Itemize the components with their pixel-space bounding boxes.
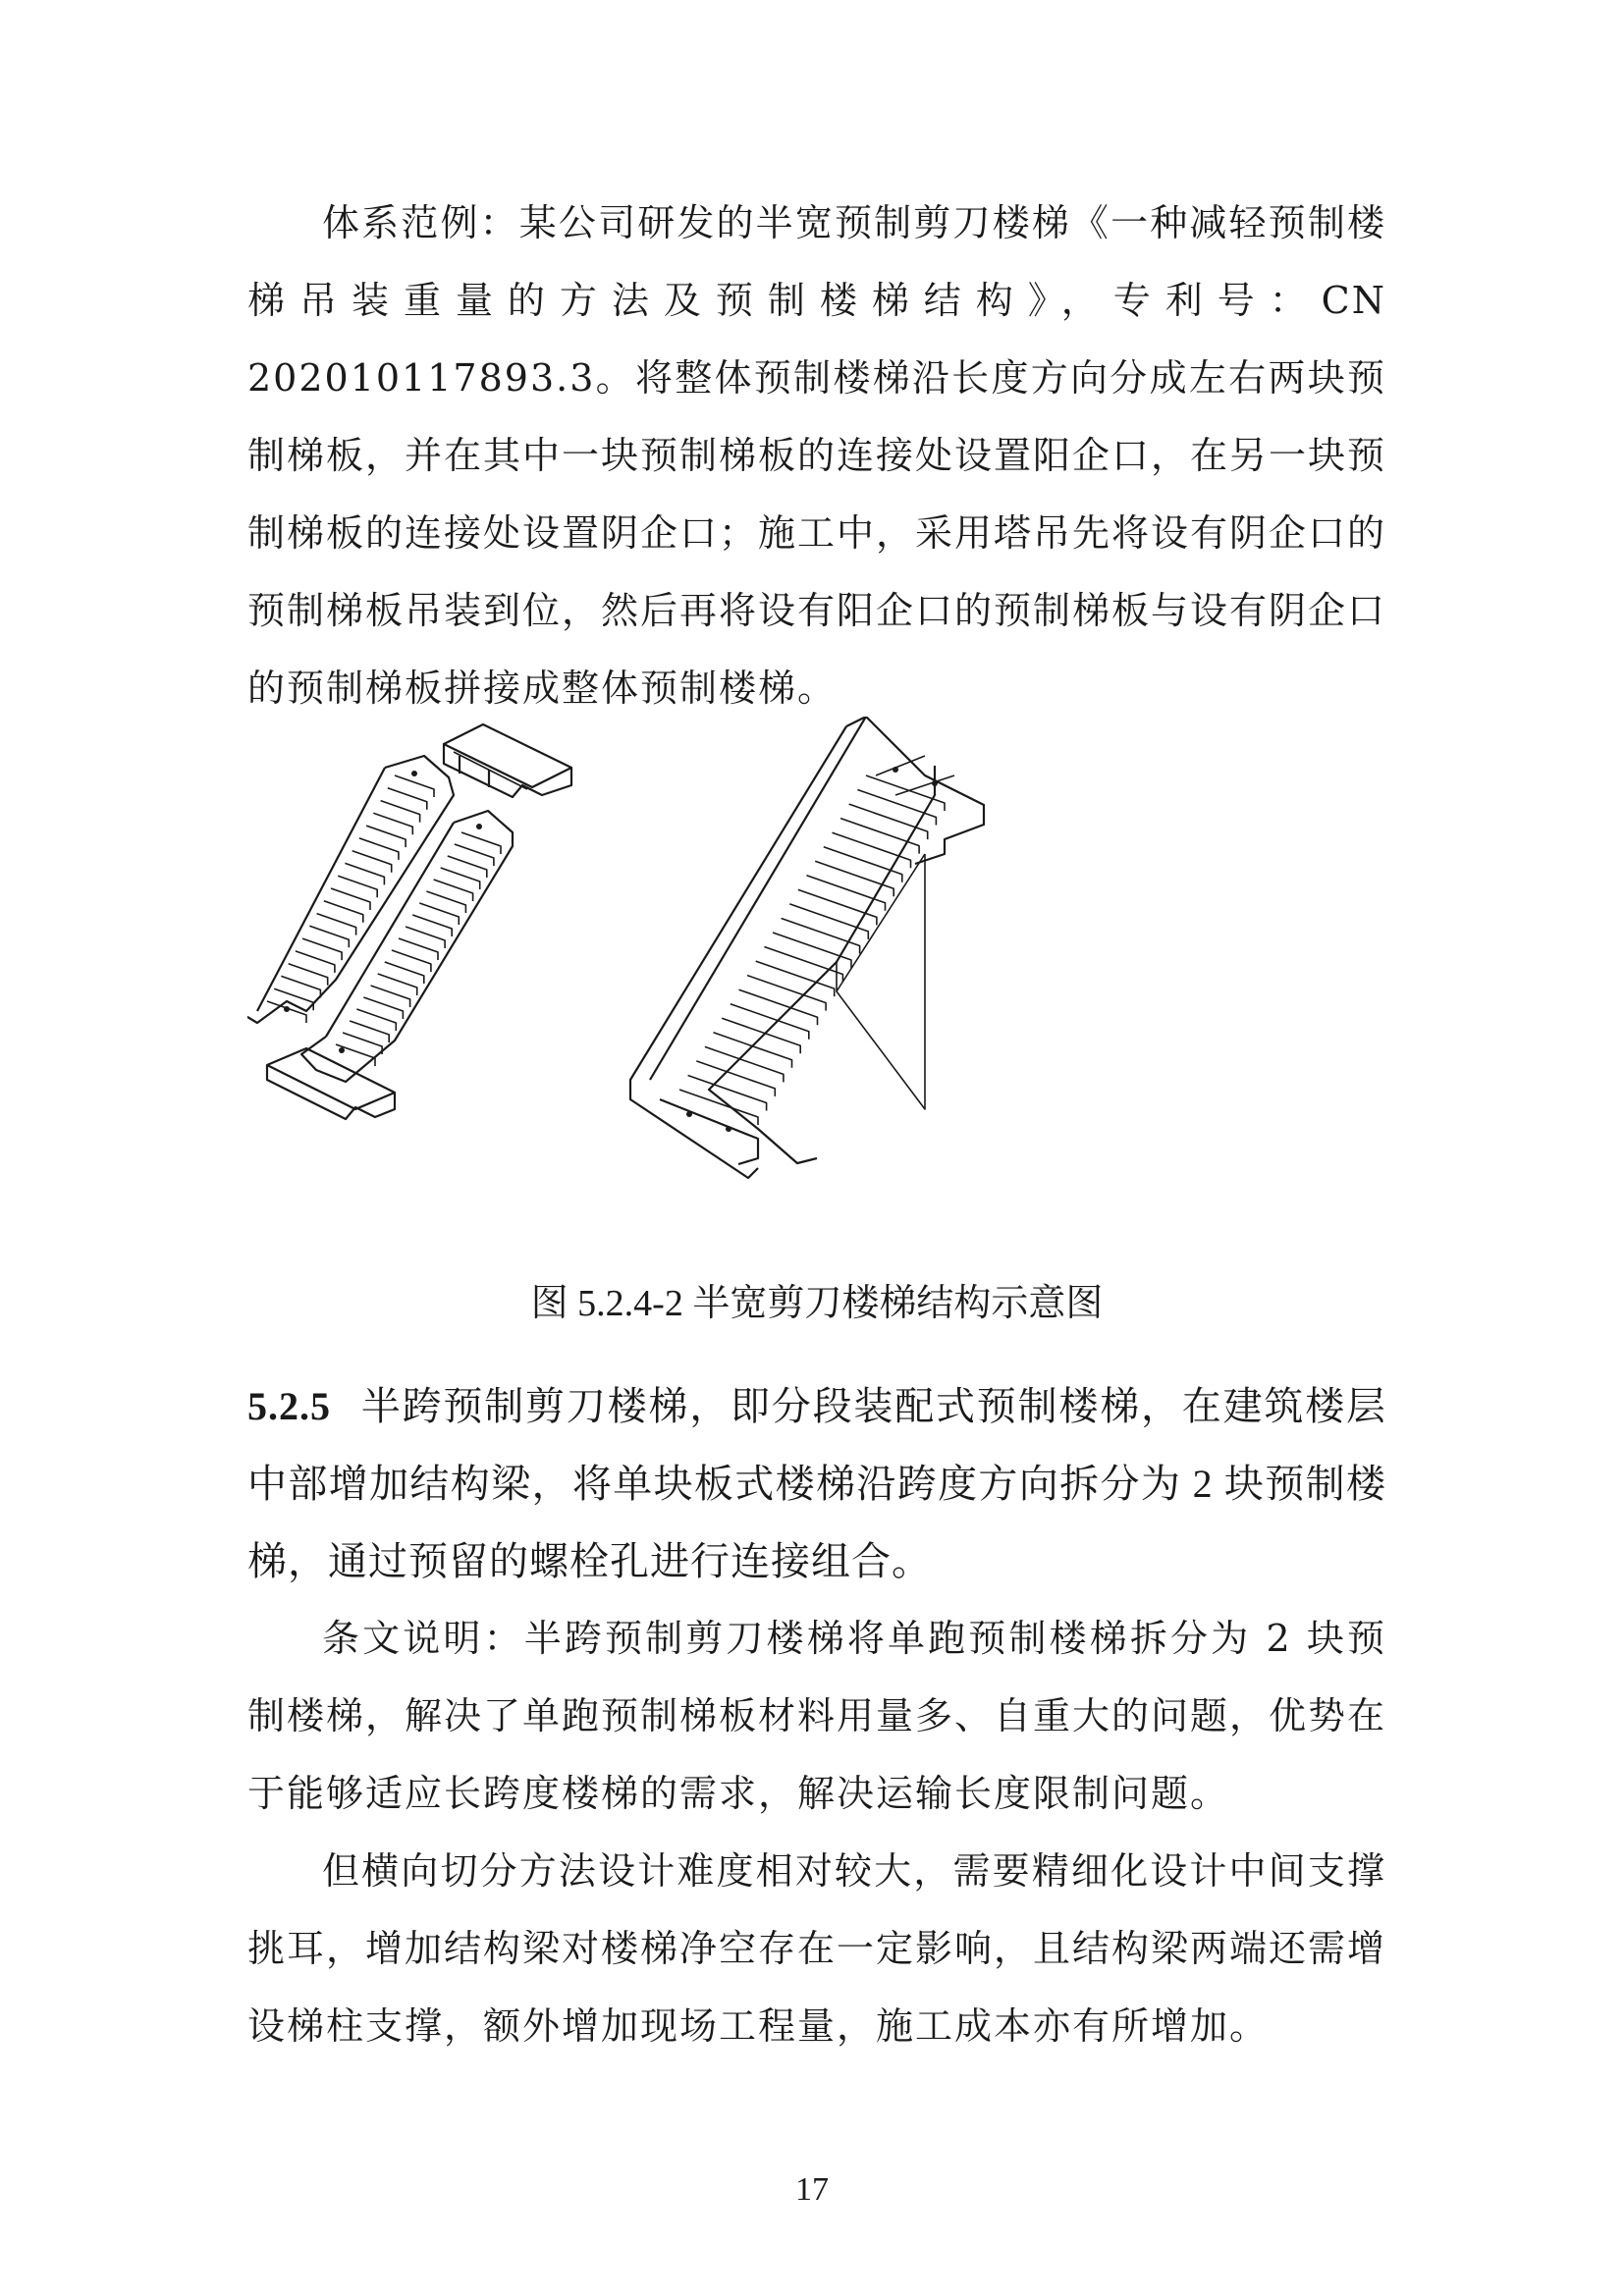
clause-text: 半跨预制剪刀楼梯，即分段装配式预制楼梯，在建筑楼层中部增加结构梁，将单块板式楼梯沿跨度方向拆分为 2 块预制楼梯，通过预留的螺栓孔进行连接组合。	[247, 1384, 1386, 1583]
example-paragraph: 体系范例：某公司研发的半宽预制剪刀楼梯《一种减轻预制楼梯吊装重量的方法及预制楼梯结构》，专利号：CN 202010117893.3。将整体预制楼梯沿长度方向分成左右两块预制梯板，并在其中一块预制梯板的连接处设置阳企口，在另一块预制梯板的连接处设置阴企口；施工中，采用塔吊先将设有阴企口的预制梯板吊装到位，然后再将设有阳企口的预制梯板与设有阴企口的预制梯板拼接成整体预制楼梯。	[247, 201, 1387, 710]
half-flight-right	[301, 811, 513, 1082]
top-landing-beam	[444, 724, 571, 797]
drawback-paragraph: 但横向切分方法设计难度相对较大，需要精细化设计中间支撑挑耳，增加结构梁对楼梯净空存在一定影响，且结构梁两端还需增设梯柱支撑，额外增加现场工程量，施工成本亦有所增加。	[247, 1849, 1387, 2048]
explanation-paragraph: 条文说明：半跨预制剪刀楼梯将单跑预制楼梯拆分为 2 块预制楼梯，解决了单跑预制梯板材料用量多、自重大的问题，优势在于能够适应长跨度楼梯的需求，解决运输长度限制问题。	[247, 1617, 1387, 1815]
page-number: 17	[795, 2171, 829, 2208]
half-flight-left	[247, 756, 454, 1023]
stair-diagram	[247, 717, 1386, 1266]
clause-number: 5.2.5	[247, 1384, 331, 1428]
figure-caption: 图 5.2.4-2 半宽剪刀楼梯结构示意图	[530, 1283, 1104, 1324]
assembled-stair	[630, 717, 984, 1178]
stair-figure	[247, 717, 1386, 1266]
clause-5-2-5	[247, 1367, 1386, 1600]
